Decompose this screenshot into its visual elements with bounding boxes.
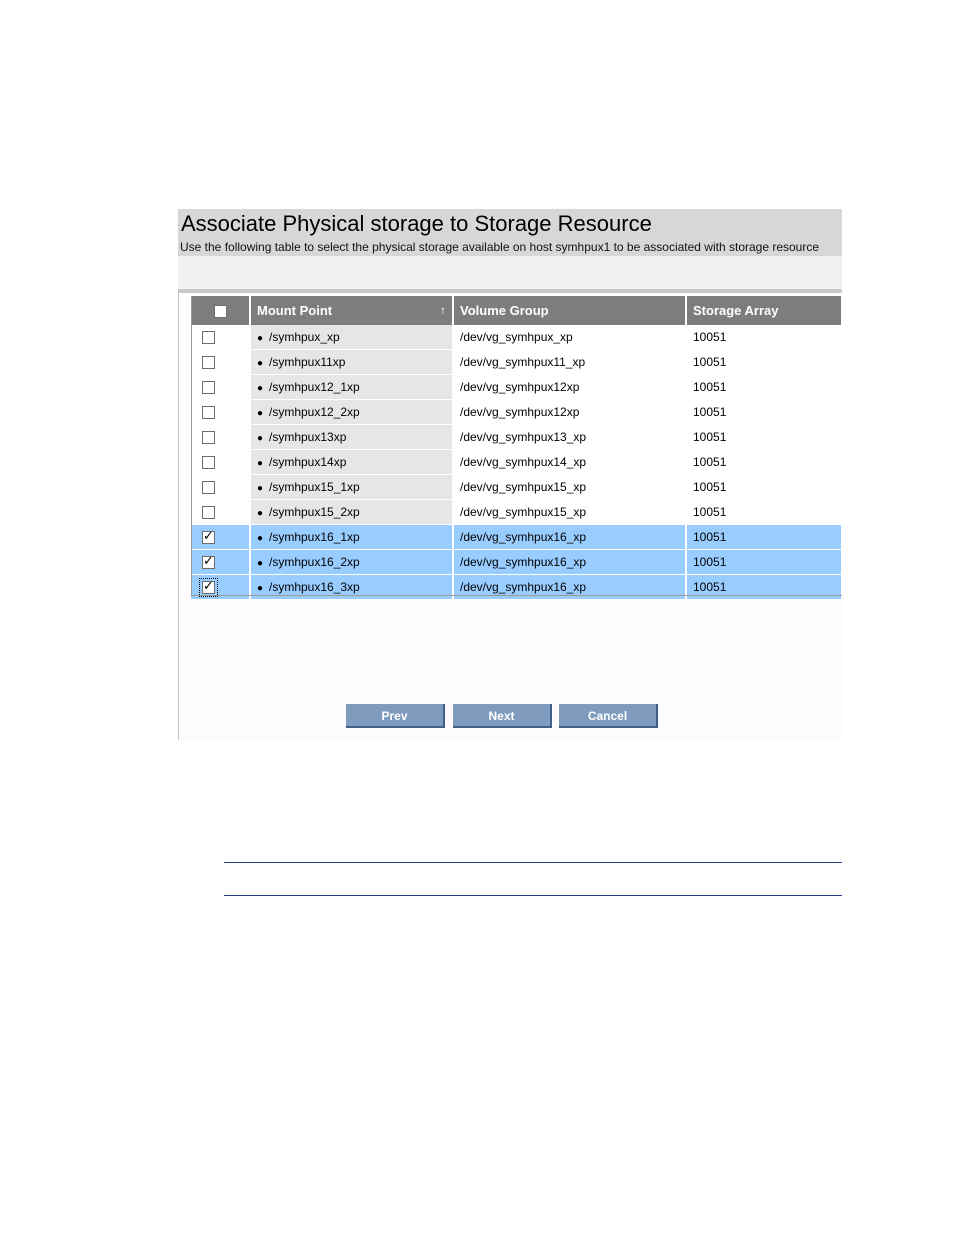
mount-point-text: /symhpux13xp [269,430,347,444]
column-header-label: Mount Point [257,303,333,318]
column-header-mount-point[interactable] [250,296,453,325]
row-select-cell [191,525,250,550]
table-row[interactable] [191,575,842,600]
row-select-cell [191,425,250,450]
mount-point-text: /symhpux11xp [269,355,346,369]
table-header-row [191,296,842,325]
table-row[interactable] [191,525,842,550]
page-description: Use the following table to select the physical storage available on host symhpux1 to be associated with storage resource [180,240,820,254]
table-row[interactable] [191,550,842,575]
bullet-icon: ● [257,558,264,569]
storage-array-cell: 10051 [686,375,842,400]
mount-point-cell [250,375,453,400]
panel-header [178,209,842,256]
table-row[interactable] [191,500,842,525]
table-row[interactable] [191,425,842,450]
bullet-icon: ● [257,408,264,419]
storage-array-cell: 10051 [686,500,842,525]
mount-point-cell [250,500,453,525]
sort-ascending-arrow-icon[interactable]: ↑ [440,303,446,317]
storage-array-cell: 10051 [686,350,842,375]
volume-group-cell: /dev/vg_symhpux16_xp [453,575,686,600]
storage-array-cell: 10051 [686,450,842,475]
row-select-cell [191,575,250,600]
horizontal-rule-bottom [224,895,842,896]
row-select-cell [191,475,250,500]
bullet-icon: ● [257,508,264,519]
header-spacer [178,256,842,289]
column-header-volume-group[interactable] [453,296,686,325]
row-select-cell [191,450,250,475]
volume-group-cell: /dev/vg_symhpux14_xp [453,450,686,475]
cancel-button[interactable]: Cancel [559,704,658,728]
volume-group-cell: /dev/vg_symhpux_xp [453,325,686,350]
bullet-icon: ● [257,433,264,444]
bullet-icon: ● [257,458,264,469]
panel-left-border [178,289,179,740]
page-title: Associate Physical storage to Storage Resource [181,211,652,236]
volume-group-cell: /dev/vg_symhpux12xp [453,400,686,425]
table-row[interactable] [191,400,842,425]
table-top-divider [178,289,842,293]
table-row[interactable] [191,350,842,375]
volume-group-cell: /dev/vg_symhpux11_xp [453,350,686,375]
select-all-checkbox[interactable] [214,305,227,318]
mount-point-cell [250,400,453,425]
mount-point-text: /symhpux12_2xp [269,405,360,419]
mount-point-cell [250,525,453,550]
table-row[interactable] [191,375,842,400]
storage-array-cell: 10051 [686,425,842,450]
row-select-cell [191,400,250,425]
table-row[interactable] [191,475,842,500]
mount-point-text: /symhpux15_2xp [269,505,360,519]
table-body [191,325,842,600]
storage-array-cell: 10051 [686,475,842,500]
mount-point-cell [250,350,453,375]
bullet-icon: ● [257,583,264,594]
mount-point-text: /symhpux15_1xp [269,480,360,494]
row-checkbox[interactable] [202,431,215,444]
mount-point-text: /symhpux12_1xp [269,380,360,394]
storage-array-cell: 10051 [686,525,842,550]
bullet-icon: ● [257,533,264,544]
storage-array-cell: 10051 [686,325,842,350]
volume-group-cell: /dev/vg_symhpux13_xp [453,425,686,450]
volume-group-cell: /dev/vg_symhpux16_xp [453,525,686,550]
table-row[interactable] [191,325,842,350]
row-checkbox[interactable] [202,356,215,369]
mount-point-cell [250,475,453,500]
row-select-cell [191,350,250,375]
row-checkbox[interactable] [202,581,215,594]
bullet-icon: ● [257,358,264,369]
row-checkbox[interactable] [202,456,215,469]
horizontal-rule-top [224,862,842,863]
bullet-icon: ● [257,333,264,344]
bullet-icon: ● [257,483,264,494]
row-checkbox[interactable] [202,406,215,419]
physical-storage-table [191,296,842,600]
mount-point-cell [250,550,453,575]
prev-button[interactable]: Prev [346,704,445,728]
volume-group-cell: /dev/vg_symhpux16_xp [453,550,686,575]
row-select-cell [191,550,250,575]
table-row[interactable] [191,450,842,475]
storage-array-cell: 10051 [686,550,842,575]
storage-array-cell: 10051 [686,400,842,425]
row-checkbox[interactable] [202,556,215,569]
row-select-cell [191,325,250,350]
next-button[interactable]: Next [453,704,552,728]
volume-group-cell: /dev/vg_symhpux15_xp [453,475,686,500]
row-select-cell [191,500,250,525]
row-checkbox[interactable] [202,481,215,494]
row-checkbox[interactable] [202,331,215,344]
mount-point-cell [250,325,453,350]
mount-point-text: /symhpux16_2xp [269,555,360,569]
volume-group-cell: /dev/vg_symhpux15_xp [453,500,686,525]
column-header-storage-array[interactable] [686,296,842,325]
associate-storage-panel [178,209,842,740]
row-checkbox[interactable] [202,381,215,394]
row-select-cell [191,375,250,400]
column-header-label: Volume Group [460,303,549,318]
mount-point-cell [250,575,453,600]
mount-point-cell [250,450,453,475]
mount-point-text: /symhpux_xp [269,330,340,344]
mount-point-text: /symhpux16_1xp [269,530,360,544]
storage-array-cell: 10051 [686,575,842,600]
select-all-header [191,296,250,325]
mount-point-cell [250,425,453,450]
row-checkbox[interactable] [202,531,215,544]
row-checkbox[interactable] [202,506,215,519]
mount-point-text: /symhpux14xp [269,455,347,469]
bullet-icon: ● [257,383,264,394]
volume-group-cell: /dev/vg_symhpux12xp [453,375,686,400]
column-header-label: Storage Array [693,303,779,318]
mount-point-text: /symhpux16_3xp [269,580,360,594]
